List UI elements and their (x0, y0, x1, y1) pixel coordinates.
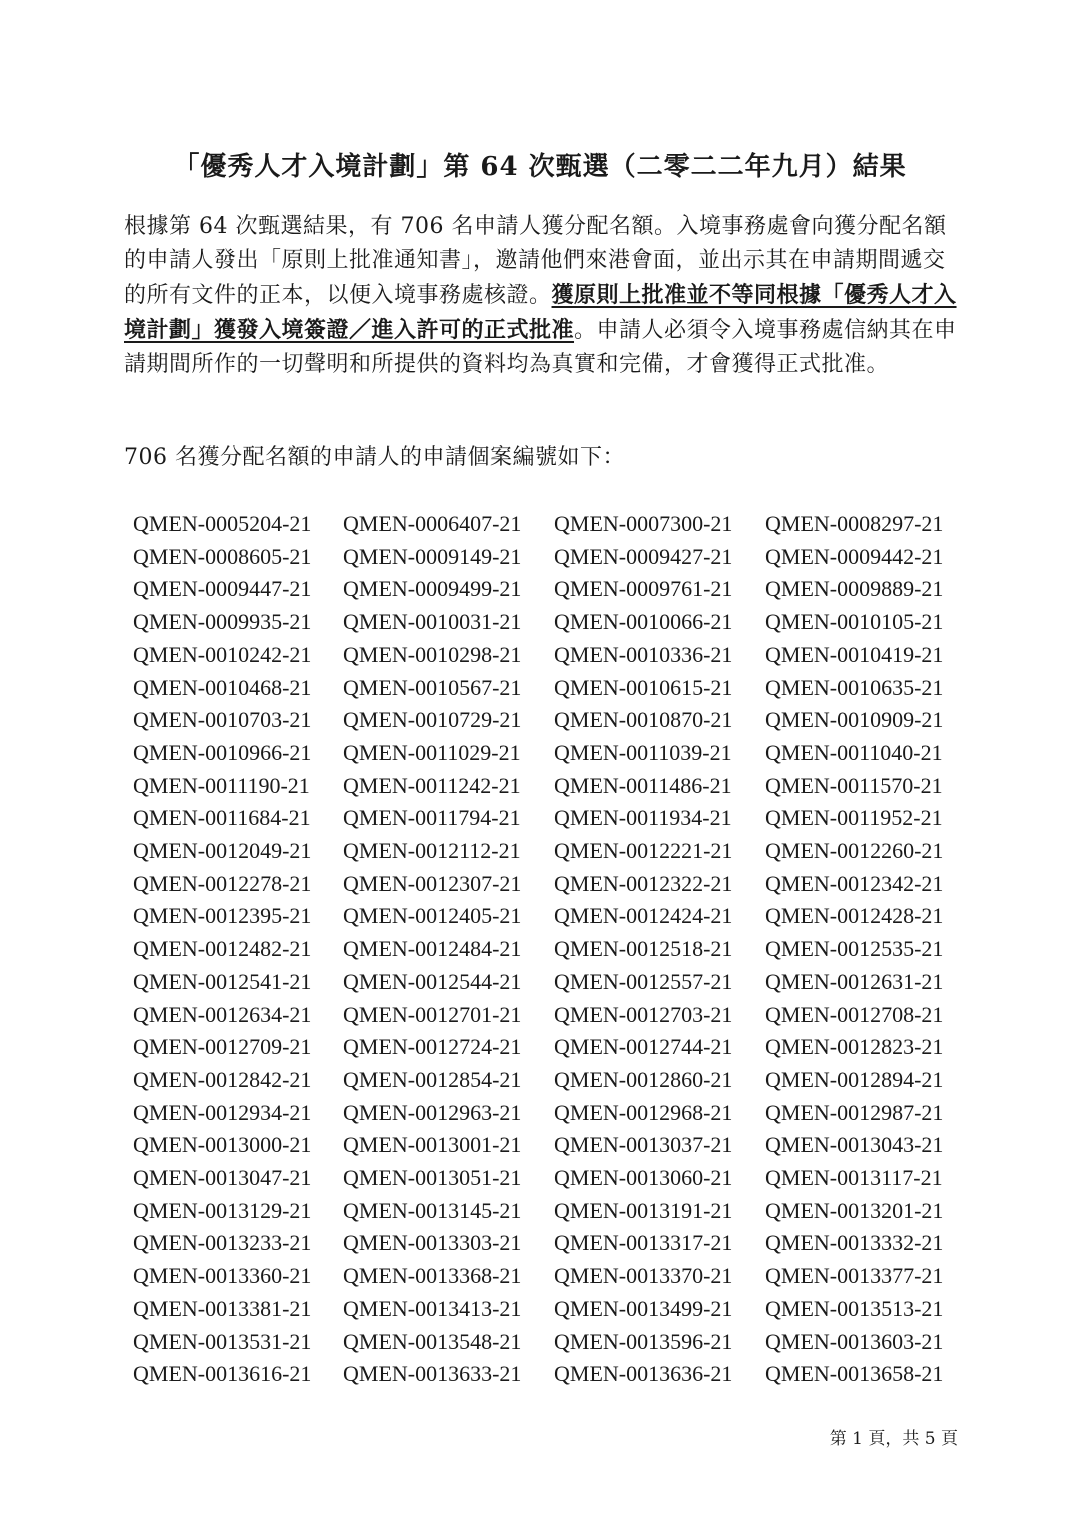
case-number-cell: QMEN-0009499-21 (343, 576, 522, 602)
table-row (124, 933, 965, 966)
case-number-cell: QMEN-0012278-21 (133, 870, 312, 896)
case-number-cell: QMEN-0010468-21 (133, 674, 312, 700)
table-row (124, 508, 965, 541)
case-number-cell: QMEN-0012557-21 (554, 968, 733, 994)
case-number-cell: QMEN-0012049-21 (133, 838, 312, 864)
case-number-cell: QMEN-0009935-21 (133, 609, 312, 635)
case-number-cell: QMEN-0010615-21 (554, 674, 733, 700)
case-number-cell: QMEN-0011570-21 (765, 772, 943, 798)
case-number-cell: QMEN-0012405-21 (343, 903, 522, 929)
case-number-cell: QMEN-0012424-21 (554, 903, 733, 929)
table-row (124, 573, 965, 606)
case-number-cell: QMEN-0013513-21 (765, 1295, 944, 1321)
table-row (124, 1195, 965, 1228)
table-row (124, 1162, 965, 1195)
case-number-cell: QMEN-0013332-21 (765, 1230, 944, 1256)
case-number-cell: QMEN-0012701-21 (343, 1001, 522, 1027)
case-number-cell: QMEN-0012260-21 (765, 838, 944, 864)
table-row (124, 639, 965, 672)
case-number-cell: QMEN-0010703-21 (133, 707, 312, 733)
case-number-cell: QMEN-0013117-21 (765, 1165, 943, 1191)
case-number-cell: QMEN-0009442-21 (765, 543, 944, 569)
case-number-cell: QMEN-0012535-21 (765, 936, 944, 962)
table-row (124, 1260, 965, 1293)
case-number-cell: QMEN-0013370-21 (554, 1263, 733, 1289)
case-number-cell: QMEN-0012709-21 (133, 1034, 312, 1060)
table-row (124, 999, 965, 1032)
case-number-cell: QMEN-0013001-21 (343, 1132, 522, 1158)
table-row (124, 1326, 965, 1359)
case-number-cell: QMEN-0012634-21 (133, 1001, 312, 1027)
case-number-cell: QMEN-0011190-21 (133, 772, 310, 798)
table-row (124, 1129, 965, 1162)
case-number-cell: QMEN-0013596-21 (554, 1328, 733, 1354)
case-number-cell: QMEN-0013616-21 (133, 1361, 312, 1387)
case-number-cell: QMEN-0012307-21 (343, 870, 522, 896)
case-number-cell: QMEN-0008605-21 (133, 543, 312, 569)
case-number-cell: QMEN-0013499-21 (554, 1295, 733, 1321)
table-row (124, 704, 965, 737)
table-row (124, 770, 965, 803)
case-number-cell: QMEN-0012322-21 (554, 870, 733, 896)
case-number-cell: QMEN-0012484-21 (343, 936, 522, 962)
case-number-table-body (124, 508, 965, 1391)
case-number-cell: QMEN-0012854-21 (343, 1066, 522, 1092)
table-row (124, 835, 965, 868)
table-row (124, 1064, 965, 1097)
case-number-cell: QMEN-0013531-21 (133, 1328, 312, 1354)
case-number-cell: QMEN-0010298-21 (343, 641, 522, 667)
case-number-cell: QMEN-0012541-21 (133, 968, 312, 994)
case-number-cell: QMEN-0012518-21 (554, 936, 733, 962)
table-row (124, 1097, 965, 1130)
table-row (124, 606, 965, 639)
case-number-cell: QMEN-0010729-21 (343, 707, 522, 733)
case-number-cell: QMEN-0011029-21 (343, 739, 521, 765)
case-number-cell: QMEN-0010567-21 (343, 674, 522, 700)
case-number-cell: QMEN-0013233-21 (133, 1230, 312, 1256)
case-number-table (124, 508, 965, 1391)
table-row (124, 541, 965, 574)
case-number-cell: QMEN-0012823-21 (765, 1034, 944, 1060)
case-number-cell: QMEN-0013060-21 (554, 1165, 733, 1191)
case-number-cell: QMEN-0012221-21 (554, 838, 733, 864)
table-row (124, 1031, 965, 1064)
table-row (124, 1227, 965, 1260)
intro-text-part-2: 。申請人必須令入境事務處信納其在申請期間所作的一切聲明和所提供的資料均為真實和完備，才會獲得正式批准。 (124, 318, 957, 377)
case-number-cell: QMEN-0009447-21 (133, 576, 312, 602)
case-number-cell: QMEN-0009761-21 (554, 576, 733, 602)
case-number-cell: QMEN-0011242-21 (343, 772, 521, 798)
case-number-cell: QMEN-0006407-21 (343, 511, 522, 536)
case-number-cell: QMEN-0013191-21 (554, 1197, 733, 1223)
case-number-cell: QMEN-0010870-21 (554, 707, 733, 733)
case-number-cell: QMEN-0010336-21 (554, 641, 733, 667)
case-number-cell: QMEN-0013381-21 (133, 1295, 312, 1321)
intro-emphasis-text: 獲原則上批准並不等同根據「優秀人才入境計劃」獲發入境簽證／進入許可的正式批准 (124, 282, 957, 343)
case-number-cell: QMEN-0013636-21 (554, 1361, 733, 1387)
case-number-cell: QMEN-0013129-21 (133, 1197, 312, 1223)
case-number-cell: QMEN-0012342-21 (765, 870, 944, 896)
table-row (124, 672, 965, 705)
intro-text-part-1: 根據第 64 次甄選結果，有 706 名申請人獲分配名額。入境事務處會向獲分配名額的申請人發出「原則上批准通知書」，邀請他們來港會面，並出示其在申請期間遞交的所有文件的正本，以便入境事務處核證。 (124, 214, 947, 308)
table-row (124, 1358, 965, 1391)
page-number-footer: 第 1 頁，共 5 頁 (829, 1429, 958, 1449)
case-number-cell: QMEN-0008297-21 (765, 511, 944, 536)
case-number-cell: QMEN-0010909-21 (765, 707, 944, 733)
table-row (124, 737, 965, 770)
case-list-heading: 706 名獲分配名額的申請人的申請個案編號如下： (124, 445, 625, 470)
case-number-cell: QMEN-0009149-21 (343, 543, 522, 569)
case-number-cell: QMEN-0013303-21 (343, 1230, 522, 1256)
case-number-cell: QMEN-0010031-21 (343, 609, 522, 635)
case-number-cell: QMEN-0012744-21 (554, 1034, 733, 1060)
case-number-cell: QMEN-0011952-21 (765, 805, 943, 831)
case-number-cell: QMEN-0012708-21 (765, 1001, 944, 1027)
table-row (124, 868, 965, 901)
document-title: 「優秀人才入境計劃」第 64 次甄選（二零二二年九月）結果 (173, 152, 907, 183)
case-number-cell: QMEN-0013145-21 (343, 1197, 522, 1223)
case-number-cell: QMEN-0012987-21 (765, 1099, 944, 1125)
case-number-cell: QMEN-0011794-21 (343, 805, 521, 831)
case-number-cell: QMEN-0013633-21 (343, 1361, 522, 1387)
case-number-cell: QMEN-0012112-21 (343, 838, 521, 864)
case-number-cell: QMEN-0012963-21 (343, 1099, 522, 1125)
case-number-cell: QMEN-0005204-21 (133, 511, 312, 536)
case-number-cell: QMEN-0012395-21 (133, 903, 312, 929)
case-number-cell: QMEN-0012894-21 (765, 1066, 944, 1092)
case-number-cell: QMEN-0009889-21 (765, 576, 944, 602)
table-row (124, 1293, 965, 1326)
case-number-cell: QMEN-0007300-21 (554, 511, 733, 536)
case-number-cell: QMEN-0012934-21 (133, 1099, 312, 1125)
case-number-cell: QMEN-0010966-21 (133, 739, 312, 765)
case-number-cell: QMEN-0013368-21 (343, 1263, 522, 1289)
case-number-cell: QMEN-0010419-21 (765, 641, 944, 667)
table-row (124, 900, 965, 933)
case-number-cell: QMEN-0013037-21 (554, 1132, 733, 1158)
case-number-cell: QMEN-0009427-21 (554, 543, 733, 569)
case-number-cell: QMEN-0012482-21 (133, 936, 312, 962)
case-number-cell: QMEN-0012724-21 (343, 1034, 522, 1060)
case-number-cell: QMEN-0012428-21 (765, 903, 944, 929)
case-number-cell: QMEN-0011486-21 (554, 772, 732, 798)
case-number-cell: QMEN-0010242-21 (133, 641, 312, 667)
case-number-cell: QMEN-0011040-21 (765, 739, 943, 765)
case-number-cell: QMEN-0013047-21 (133, 1165, 312, 1191)
case-number-cell: QMEN-0013000-21 (133, 1132, 312, 1158)
case-number-cell: QMEN-0011684-21 (133, 805, 311, 831)
case-number-cell: QMEN-0013658-21 (765, 1361, 944, 1387)
case-number-cell: QMEN-0010105-21 (765, 609, 944, 635)
case-number-cell: QMEN-0011039-21 (554, 739, 732, 765)
case-number-cell: QMEN-0012631-21 (765, 968, 944, 994)
case-number-cell: QMEN-0013360-21 (133, 1263, 312, 1289)
case-number-cell: QMEN-0013413-21 (343, 1295, 522, 1321)
case-number-cell: QMEN-0011934-21 (554, 805, 732, 831)
intro-paragraph (124, 210, 960, 382)
case-number-cell: QMEN-0013043-21 (765, 1132, 944, 1158)
case-number-cell: QMEN-0012703-21 (554, 1001, 733, 1027)
table-row (124, 802, 965, 835)
case-number-cell: QMEN-0012842-21 (133, 1066, 312, 1092)
case-number-cell: QMEN-0013051-21 (343, 1165, 522, 1191)
case-number-cell: QMEN-0012860-21 (554, 1066, 733, 1092)
case-number-cell: QMEN-0010066-21 (554, 609, 733, 635)
case-number-cell: QMEN-0012544-21 (343, 968, 522, 994)
case-number-cell: QMEN-0013548-21 (343, 1328, 522, 1354)
case-number-cell: QMEN-0013603-21 (765, 1328, 944, 1354)
table-row (124, 966, 965, 999)
case-number-cell: QMEN-0010635-21 (765, 674, 944, 700)
case-number-cell: QMEN-0013201-21 (765, 1197, 944, 1223)
case-number-cell: QMEN-0013317-21 (554, 1230, 733, 1256)
case-number-cell: QMEN-0013377-21 (765, 1263, 944, 1289)
case-number-cell: QMEN-0012968-21 (554, 1099, 733, 1125)
